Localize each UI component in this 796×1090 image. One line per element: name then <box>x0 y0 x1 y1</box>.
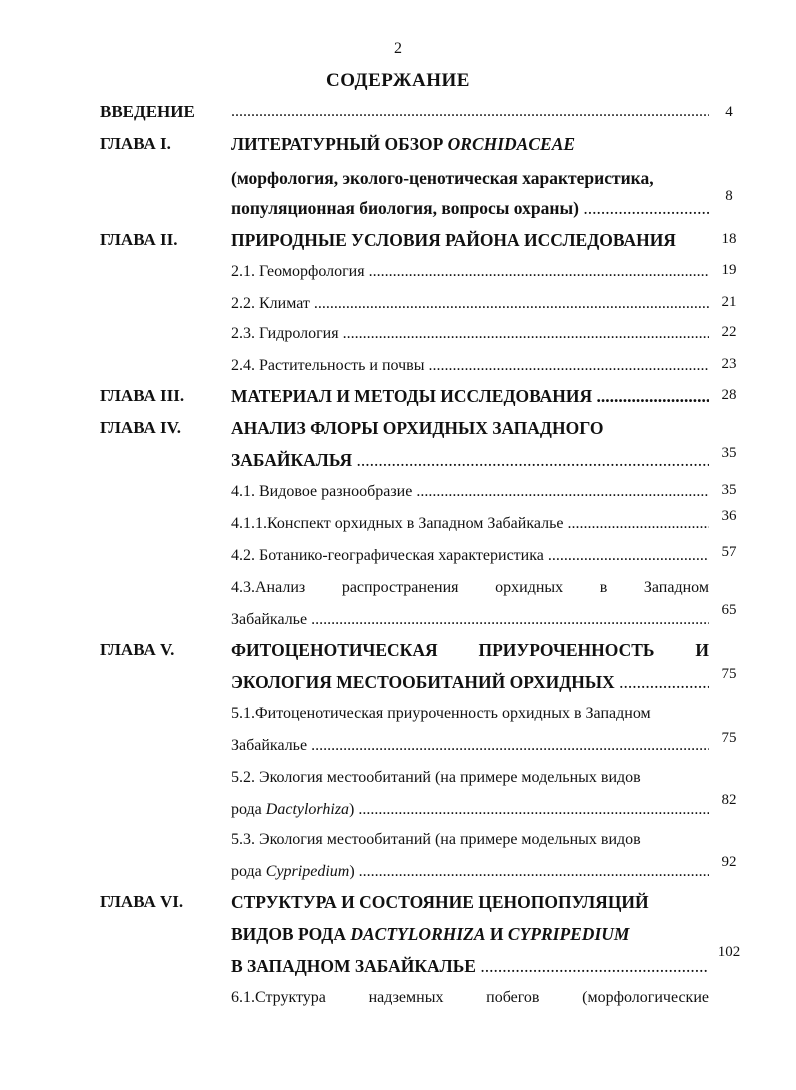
chapter-5-title-1: ФИТОЦЕНОТИЧЕСКАЯ ПРИУРОЧЕННОСТЬ И <box>231 640 709 660</box>
section-4-1: 4.1. Видовое разнообразие ..... <box>231 480 709 504</box>
chapter-2-label: ГЛАВА II. <box>100 230 178 249</box>
section-4-2-page: 57 <box>721 544 737 560</box>
chapter-4-page: 35 <box>721 445 737 461</box>
chapter-3-title: МАТЕРИАЛ И МЕТОДЫ ИССЛЕДОВАНИЯ ..... <box>231 384 709 408</box>
section-6-1-line-1: 6.1.Структура надземных побегов (морфологические <box>231 989 709 1006</box>
chapter-2-page: 18 <box>721 231 737 247</box>
section-2-4: 2.4. Растительность и почвы ..... <box>231 354 709 378</box>
section-5-3-line-1: 5.3. Экология местообитаний (на примере модельных видов <box>231 831 641 848</box>
page-number: 2 <box>394 40 402 57</box>
section-5-2-line-2: рода Dactylorhiza) ..... <box>231 798 709 822</box>
section-4-1-1-page: 36 <box>721 508 737 524</box>
chapter-6-title-3: В ЗАПАДНОМ ЗАБАЙКАЛЬЕ ..... <box>231 954 709 978</box>
section-2-1-page: 19 <box>721 262 737 278</box>
intro-leader <box>231 100 709 124</box>
section-2-3-page: 22 <box>721 324 737 340</box>
chapter-1-title: ЛИТЕРАТУРНЫЙ ОБЗОР ORCHIDACEAE <box>231 134 576 154</box>
chapter-6-label: ГЛАВА VI. <box>100 892 184 911</box>
section-5-3-line-2: рода Cypripedium) ..... <box>231 860 709 884</box>
intro-label: ВВЕДЕНИЕ <box>100 102 195 121</box>
section-4-3-line-1: 4.3.Анализ распространения орхидных в Западном <box>231 579 709 596</box>
section-4-3-line-2: Забайкалье ..... <box>231 608 709 632</box>
chapter-1-subtitle-1: (морфология, эколого-ценотическая характеристика, <box>231 168 654 188</box>
chapter-1-label: ГЛАВА I. <box>100 134 171 153</box>
page-title: СОДЕРЖАНИЕ <box>326 70 470 91</box>
section-5-2-page: 82 <box>721 792 737 808</box>
chapter-6-title-2: ВИДОВ РОДА DACTYLORHIZA И CYPRIPEDIUM <box>231 924 630 944</box>
section-4-1-page: 35 <box>721 482 737 498</box>
chapter-4-label: ГЛАВА IV. <box>100 418 181 437</box>
section-2-3: 2.3. Гидрология ..... <box>231 322 709 346</box>
chapter-1-subtitle-2: популяционная биология, вопросы охраны) ..... <box>231 196 709 220</box>
section-2-1: 2.1. Геоморфология ..... <box>231 260 709 284</box>
section-2-2-page: 21 <box>721 294 737 310</box>
section-2-4-page: 23 <box>721 356 737 372</box>
chapter-4-title-1: АНАЛИЗ ФЛОРЫ ОРХИДНЫХ ЗАПАДНОГО <box>231 418 604 438</box>
intro-page: 4 <box>725 104 733 120</box>
section-5-1-line-1: 5.1.Фитоценотическая приуроченность орхидных в Западном <box>231 705 651 722</box>
section-5-1-line-2: Забайкалье ..... <box>231 734 709 758</box>
chapter-2-title: ПРИРОДНЫЕ УСЛОВИЯ РАЙОНА ИССЛЕДОВАНИЯ <box>231 230 676 250</box>
chapter-1-page: 8 <box>725 188 733 204</box>
chapter-5-page: 75 <box>721 666 737 682</box>
chapter-3-label: ГЛАВА III. <box>100 386 185 405</box>
chapter-6-title-1: СТРУКТУРА И СОСТОЯНИЕ ЦЕНОПОПУЛЯЦИЙ <box>231 892 649 912</box>
section-5-3-page: 92 <box>721 854 737 870</box>
section-4-2: 4.2. Ботанико-географическая характеристика ..... <box>231 544 709 568</box>
chapter-3-page: 28 <box>721 387 737 403</box>
section-5-2-line-1: 5.2. Экология местообитаний (на примере модельных видов <box>231 769 641 786</box>
section-5-1-page: 75 <box>721 730 737 746</box>
chapter-4-title-2: ЗАБАЙКАЛЬЯ ..... <box>231 448 709 472</box>
chapter-6-page: 102 <box>717 944 741 960</box>
section-4-3-page: 65 <box>721 602 737 618</box>
section-2-2: 2.2. Климат ..... <box>231 292 709 316</box>
chapter-5-title-2: ЭКОЛОГИЯ МЕСТООБИТАНИЙ ОРХИДНЫХ ..... <box>231 670 709 694</box>
section-4-1-1: 4.1.1.Конспект орхидных в Западном Забайкалье ..... <box>231 512 709 536</box>
chapter-5-label: ГЛАВА V. <box>100 640 175 659</box>
